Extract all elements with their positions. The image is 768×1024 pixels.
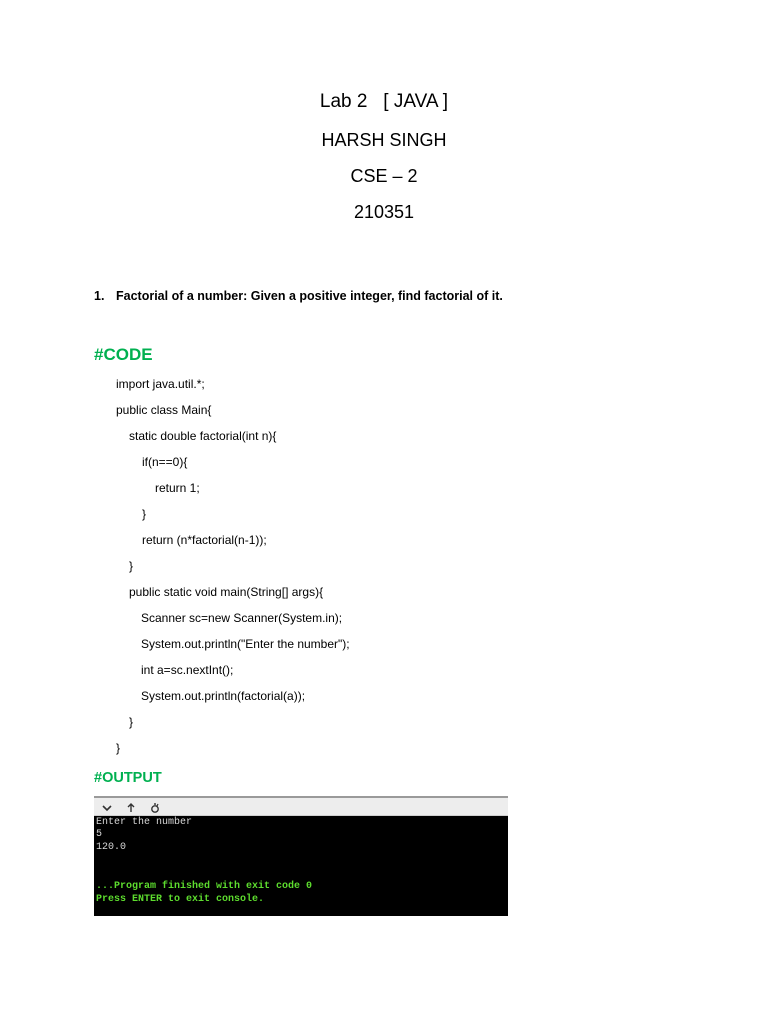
code-line: static double factorial(int n){ [129, 429, 277, 443]
student-name: HARSH SINGH [321, 130, 447, 150]
code-line: return 1; [155, 481, 200, 495]
code-line: public static void main(String[] args){ [129, 585, 324, 599]
code-line: int a=sc.nextInt(); [141, 663, 234, 677]
code-line: } [116, 741, 121, 755]
student-section: CSE – 2 [350, 166, 418, 186]
chevron-down-icon [100, 801, 114, 815]
code-line: } [129, 559, 134, 573]
console-line: Enter the number [96, 817, 193, 828]
roll-number: 210351 [353, 202, 415, 222]
question [94, 288, 503, 304]
code-line: System.out.println("Enter the number"); [141, 637, 350, 651]
code-line: if(n==0){ [142, 455, 188, 469]
code-line: } [129, 715, 134, 729]
code-line: Scanner sc=new Scanner(System.in); [141, 611, 343, 625]
console-line: 5 [96, 829, 103, 840]
console-output-screenshot [94, 796, 508, 916]
code-line: public class Main{ [116, 403, 212, 417]
code-heading: #CODE [94, 345, 153, 364]
output-heading: #OUTPUT [94, 770, 162, 786]
console-line: Press ENTER to exit console. [96, 894, 265, 905]
question-number: 1. [94, 289, 105, 303]
share-icon [124, 801, 138, 815]
code-line: } [142, 507, 147, 521]
code-line: return (n*factorial(n-1)); [142, 533, 267, 547]
question-text: Factorial of a number: Given a positive integer, find factorial of it. [116, 289, 503, 303]
console-line: 120.0 [96, 842, 127, 853]
code-line: import java.util.*; [116, 377, 205, 391]
code-line: System.out.println(factorial(a)); [141, 689, 306, 703]
console-line: ...Program finished with exit code 0 [96, 881, 313, 892]
console-toolbar [94, 796, 508, 816]
settings-icon [148, 801, 162, 815]
document-title: Lab 2 [ JAVA ] [319, 91, 449, 112]
